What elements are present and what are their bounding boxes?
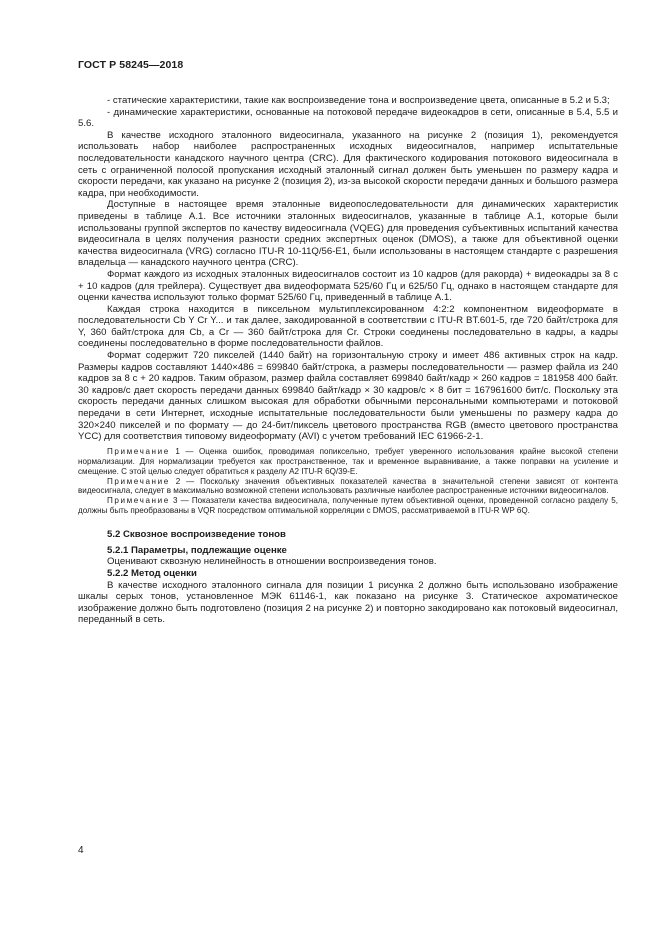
paragraph: Формат содержит 720 пикселей (1440 байт) на горизонтальную строку и имеет 486 активных строк на кадр. Размеры кадров составляют 1440×486 = 699840 байт/строка, а размеры последовательности — размер файла из 240 кадров за 8 с + 20 кадров. Таким образом, размер файла составляет 699840 байт/кадр × 260 кадров = 181958 400 байт. 30 кадров/с дает скорость передачи данных 699840 байт/кадр × 30 кадров/с × 8 бит = 167961600 бит/с. Поскольку эта скорость передачи данных слишком высокая для обработки обычными персональными компьютерами и потоковой передачи в сети Интернет, исходные испытательные последовательности были уменьшены по размеру кадра до 320×240 пикселей и по формату — до 24-бит/пиксель цветового пространства RGB (вместо цветового пространства YCC) для соответствия типовому видеоформату (AVI) с учетом требований IEC 61966-2-1. — [78, 350, 618, 443]
document-code: ГОСТ Р 58245—2018 — [78, 59, 184, 71]
note-1 — [78, 447, 618, 477]
note-label: Примечание — [107, 496, 170, 506]
paragraph: Формат каждого из исходных эталонных видеосигналов состоит из 10 кадров (для ракорда) + видеокадры за 8 с + 10 кадров (для трейлера). Существует два видеоформата 525/60 Гц и 625/50 Гц, однако в настоящем стандарте для оценки качества используют только формат 525/60 Гц, приведенный в таблице А.1. — [78, 268, 618, 304]
paragraph: В качестве исходного эталонного сигнала для позиции 1 рисунка 2 должно быть использовано изображение шкалы серых тонов, установленное МЭК 61146-1, как показано на рисунке 3. Статическое ахроматическое изображение должно быть подготовлено (позиция 2 на рисунке 2) и повторно закодировано как потоковый видеосигнал, переданный в сеть. — [78, 579, 618, 626]
note-label: Примечание — [107, 446, 170, 456]
paragraph: В качестве исходного эталонного видеосигнала, указанного на рисунке 2 (позиция 1), рекомендуется использовать набор наиболее распространенных исходных видеосигналов, например испытательные последовательности канадского научного центра (CRC). Для фактического кодирования потокового видеосигнала в сеть с ограниченной полосой пропускания исходный эталонный сигнал должен быть уменьшен по размеру кадра и скорости передачи, как указано на рисунке 2 (позиция 2), из-за высокой скорости передачи данных и большого размера кадра, при необходимости. — [78, 129, 618, 199]
note-text: 1 — Оценка ошибок, проводимая попиксельно, требует уверенного использования крайне высокой степени нормализации. Для нормализации требуется как пространственное, так и временное выравнивание, а также поправки на усиление и смещение. С этой целью следует обратиться к разделу А2 ITU-R 6Q/39-E. — [78, 446, 618, 476]
subsection-heading-1: 5.2.1 Параметры, подлежащие оценке — [107, 544, 287, 556]
note-text: 3 — Показатели качества видеосигнала, полученные путем объективной оценки, проведенной согласно разделу 5, должны быть преобразованы в VQR посредством оптимальной корреляции с DMOS, рассматриваемой в ITU-R WP 6Q. — [78, 496, 618, 516]
page-number: 4 — [78, 845, 84, 856]
paragraph: - динамические характеристики, основанные на потоковой передаче видеокадров в сети, описанные в 5.4, 5.5 и 5.6. — [78, 106, 618, 130]
subsection-heading-2: 5.2.2 Метод оценки — [107, 567, 197, 579]
note-2 — [78, 477, 618, 497]
paragraph: Оценивают сквозную нелинейность в отношении воспроизведения тонов. — [107, 556, 437, 568]
note-text: 2 — Поскольку значения объективных показателей качества в значительной степени зависят от контента видеосигнала, следует в максимально возможной степени использовать различные наиболее распространенные источники видеосигналов. — [78, 476, 618, 496]
note-3 — [78, 496, 618, 516]
note-label: Примечание — [107, 476, 170, 486]
page-content — [78, 95, 618, 626]
section-heading: 5.2 Сквозное воспроизведение тонов — [107, 529, 286, 541]
paragraph: Доступные в настоящее время эталонные видеопоследовательности для динамических характеристик приведены в таблице А.1. Все источники эталонных видеосигналов, указанные в таблице А.1, которые были использованы группой экспертов по качеству видеосигнала (VQEG) для проведения субъективных испытаний качества видеосигнала в целях получения разности средних экспертных оценок (DMOS), а также для объективной оценки качества видеосигнала (VRG) согласно ITU-R 10-11Q/56-E1, были использованы в настоящем стандарте с разрешения владельца — канадского научного центра (CRC). — [78, 199, 618, 269]
paragraph: Каждая строка находится в пиксельном мультиплексированном 4:2:2 компонентном видеоформате в последовательности Cb Y Cr Y... и так далее, закодированной в соответствии с ITU-R BT.601-5, где 720 байт/строка для Y, 360 байт/строка для Cb, а Cr — 360 байт/строка для Cr. Строки соединены последовательно в кадры, а кадры соединены последовательно в форме последовательности файлов. — [78, 303, 618, 350]
paragraph: - статические характеристики, такие как воспроизведение тона и воспроизведение цвета, описанные в 5.2 и 5.3; — [107, 95, 610, 106]
